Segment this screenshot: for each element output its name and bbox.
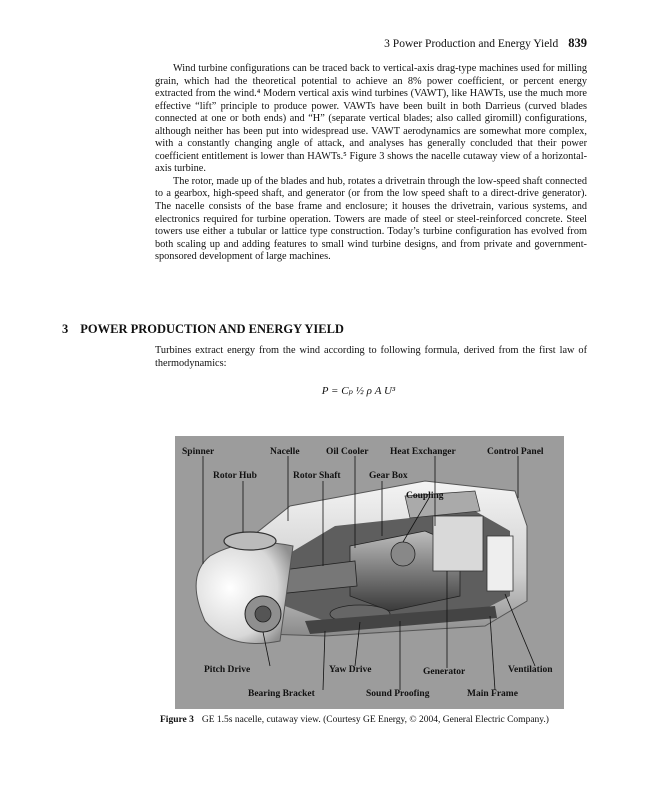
label-gear-box: Gear Box (369, 471, 408, 481)
label-rotor-shaft: Rotor Shaft (293, 471, 341, 481)
paragraph-1: Wind turbine configurations can be traced back to vertical-axis drag-type machines used for milling grain, which had the theoretical potential to achieve an 8% power coefficient, or percent energy extracted from the wind.⁴ Modern vertical axis wind turbines (VAWT), like HAWTs, use the much more effective “lift” principle to produce power. VAWTs have been built in both Darrieus (curved blades connected at one or both ends) and “H” (separate vertical blades; also called giromill) configurations, although neither has been put into widespread use. VAWT aerodynamics are somewhat more complex, with a constantly changing angle of attack, and analyses has generally concluded that their power coefficient entitlement is lower than HAWTs.⁵ Figure 3 shows the nacelle cutaway view of a horizontal-axis turbine. (155, 63, 587, 175)
paragraph-2: The rotor, made up of the blades and hub, rotates a drivetrain through the low-speed shaft connected to a gearbox, high-speed shaft, and generator (or from the low speed shaft to a direct-drive generator). The nacelle consists of the base frame and enclosure; it houses the drivetrain, various systems, and electronics required for turbine operation. Towers are made of steel or steel-reinforced concrete. Steel towers use either a tubular or lattice type construction. Today’s turbine configuration has evolved from both scaling up and adding features to small wind turbine designs, and from private and government-sponsored development of large machines. (155, 175, 587, 263)
label-ventilation: Ventilation (508, 665, 553, 675)
label-oil-cooler: Oil Cooler (326, 447, 369, 457)
nacelle-figure (175, 436, 564, 709)
generator-shape (433, 516, 483, 571)
page-number: 839 (568, 36, 587, 50)
label-heat-exchanger: Heat Exchanger (390, 447, 456, 457)
label-rotor-hub: Rotor Hub (213, 471, 257, 481)
label-yaw-drive: Yaw Drive (329, 665, 372, 675)
equation-text: P = Cₚ ½ ρ A U³ (321, 385, 396, 397)
caption-label: Figure 3 (160, 715, 194, 725)
label-main-frame: Main Frame (467, 689, 518, 699)
label-nacelle: Nacelle (270, 447, 300, 457)
label-spinner: Spinner (182, 447, 215, 457)
running-header (0, 36, 587, 51)
section-title: POWER PRODUCTION AND ENERGY YIELD (80, 322, 344, 336)
section-heading (62, 322, 344, 337)
intro-text (155, 63, 587, 264)
rotor-hub-shape (224, 532, 276, 550)
control-panel-shape (487, 536, 513, 591)
coupling-shape (391, 542, 415, 566)
power-equation (0, 384, 647, 397)
figure-caption (160, 715, 549, 725)
section-paragraph: Turbines extract energy from the wind according to following formula, derived from the first law of thermodynamics: (155, 345, 587, 369)
label-sound-proofing: Sound Proofing (366, 689, 430, 699)
label-control-panel: Control Panel (487, 447, 544, 457)
caption-text: GE 1.5s nacelle, cutaway view. (Courtesy GE Energy, © 2004, General Electric Company.) (201, 715, 549, 725)
label-bearing-bracket: Bearing Bracket (248, 689, 315, 699)
header-section: 3 Power Production and Energy Yield (384, 38, 559, 50)
label-pitch-drive: Pitch Drive (204, 665, 251, 675)
label-generator: Generator (423, 667, 466, 677)
section-number: 3 (62, 322, 69, 336)
label-coupling: Coupling (406, 491, 444, 501)
section-text (155, 345, 587, 370)
